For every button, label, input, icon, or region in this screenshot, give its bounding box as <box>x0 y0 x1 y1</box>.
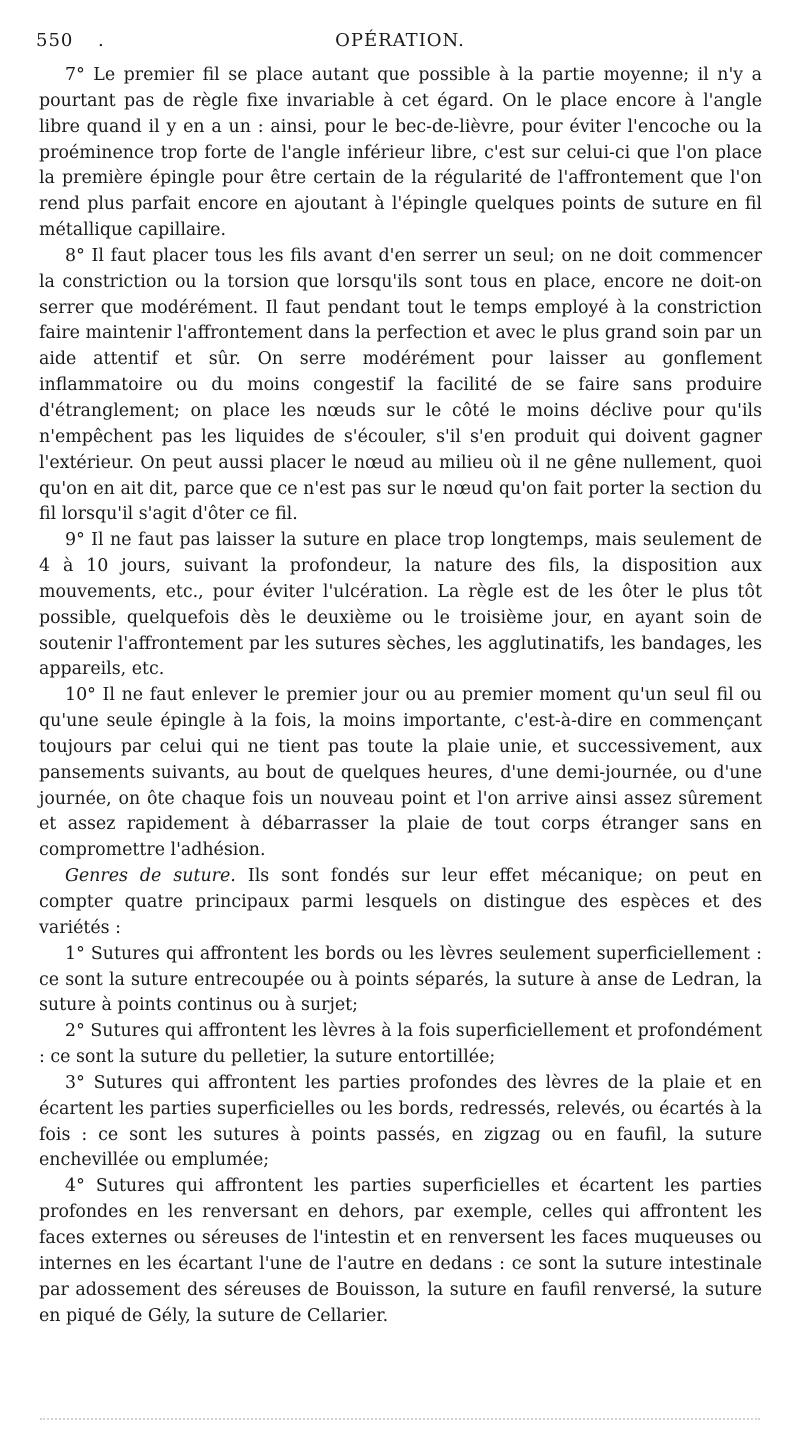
page-title: OPÉRATION. <box>335 30 465 51</box>
section-lead-italic: Genres de suture. <box>65 866 236 887</box>
paragraph-rule-7: 7° Le premier fil se place autant que possible à la partie moyenne; il n'y a pourtant pas de règle fixe invariable à cet égard. On le place encore à l'angle libre quand il y en a un : ainsi, pour le bec-de-lièvre, pour éviter l'encoche ou la proéminence trop forte de l'angle inférieur libre, c'est sur celui-ci que l'on place la première épingle pour être certain de la régularité de l'affrontement que l'on rend plus parfait encore en ajoutant à l'épingle quelques points de suture en fil métallique capillaire. <box>39 65 762 241</box>
paragraph-suture-type-2: 2° Sutures qui affrontent les lèvres à la fois superficiellement et profondément : ce sont la suture du pelletier, la suture entortillée; <box>39 1021 762 1068</box>
paragraph-suture-type-1: 1° Sutures qui affrontent les bords ou les lèvres seulement superficiellement : ce sont la suture entrecoupée ou à points séparés, la suture à anse de Ledran, la suture à points continus ou à surjet; <box>39 943 762 1016</box>
running-head <box>36 30 764 60</box>
page-number: 550 <box>36 30 74 51</box>
header-separator: . <box>98 30 105 51</box>
running-title <box>36 30 764 51</box>
paragraph-suture-type-4: 4° Sutures qui affrontent les parties superficielles et écartent les parties profondes en les renversant en dehors, par exemple, celles qui affrontent les faces externes ou séreuses de l'intestin et en renversent les faces muqueuses ou internes en les écartant l'une de l'autre en dedans : ce sont la suture intestinale par adossement des séreuses de Bouisson, la suture en faufil renversé, la suture en piqué de Gély, la suture de Cellarier. <box>39 1176 762 1326</box>
paragraph-rule-10: 10° Il ne faut enlever le premier jour ou au premier moment qu'un seul fil ou qu'une seule épingle à la fois, la moins importante, c'est-à-dire en commençant toujours par celui qui ne tient pas toute la plaie unie, et successivement, aux pansements suivants, au bout de quelques heures, d'une demi-journée, ou d'une journée, on ôte chaque fois un nouveau point et l'on arrive ainsi assez sûrement et assez rapidement à débarrasser la plaie de tout corps étranger sans en compromettre l'adhésion. <box>39 685 762 861</box>
paragraph-suture-type-3: 3° Sutures qui affrontent les parties profondes des lèvres de la plaie et en écartent les parties superficielles ou les bords, redressés, relevés, ou écartés à la fois : ce sont les sutures à points passés, en zigzag ou en faufil, la suture enchevillée ou emplumée; <box>39 1072 762 1171</box>
paragraph-rule-9: 9° Il ne faut pas laisser la suture en place trop longtemps, mais seulement de 4 à 10 jours, suivant la profondeur, la nature des fils, la disposition aux mouvements, etc., pour éviter l'ulcération. La règle est de les ôter le plus tôt possible, quelquefois dès le deuxième ou le troisième jour, en ayant soin de soutenir l'affrontement par les sutures sèches, les agglutinatifs, les bandages, les appareils, etc. <box>39 530 762 680</box>
paragraph-rule-8: 8° Il faut placer tous les fils avant d'en serrer un seul; on ne doit commencer la constriction ou la torsion que lorsqu'ils sont tous en place, encore ne doit-on serrer que modérément. Il faut pendant tout le temps employé à la constriction faire maintenir l'affrontement dans la perfection et avec le plus grand soin par un aide attentif et sûr. On serre modérément pour laisser au gonflement inflammatoire ou du moins congestif la facilité de se faire sans produire d'étranglement; on place les nœuds sur le côté le moins déclive pour qu'ils n'empêchent pas les liquides de s'écouler, s'il s'en produit qui doivent gagner l'extérieur. On peut aussi placer le nœud au milieu où il ne gêne nullement, quoi qu'on en ait dit, parce que ce n'est pas sur le nœud qu'on fait porter la section du fil lorsqu'il s'agit d'ôter ce fil. <box>39 245 762 525</box>
footer-dotted-rule <box>40 1418 760 1421</box>
paragraph-genres-de-suture <box>39 864 762 942</box>
section-lead-text: Ils sont fondés sur leur effet mécanique; on peut en compter quatre principaux parmi lesquels on distingue des espèces et des variétés : <box>39 866 762 938</box>
body-text <box>39 63 762 1329</box>
